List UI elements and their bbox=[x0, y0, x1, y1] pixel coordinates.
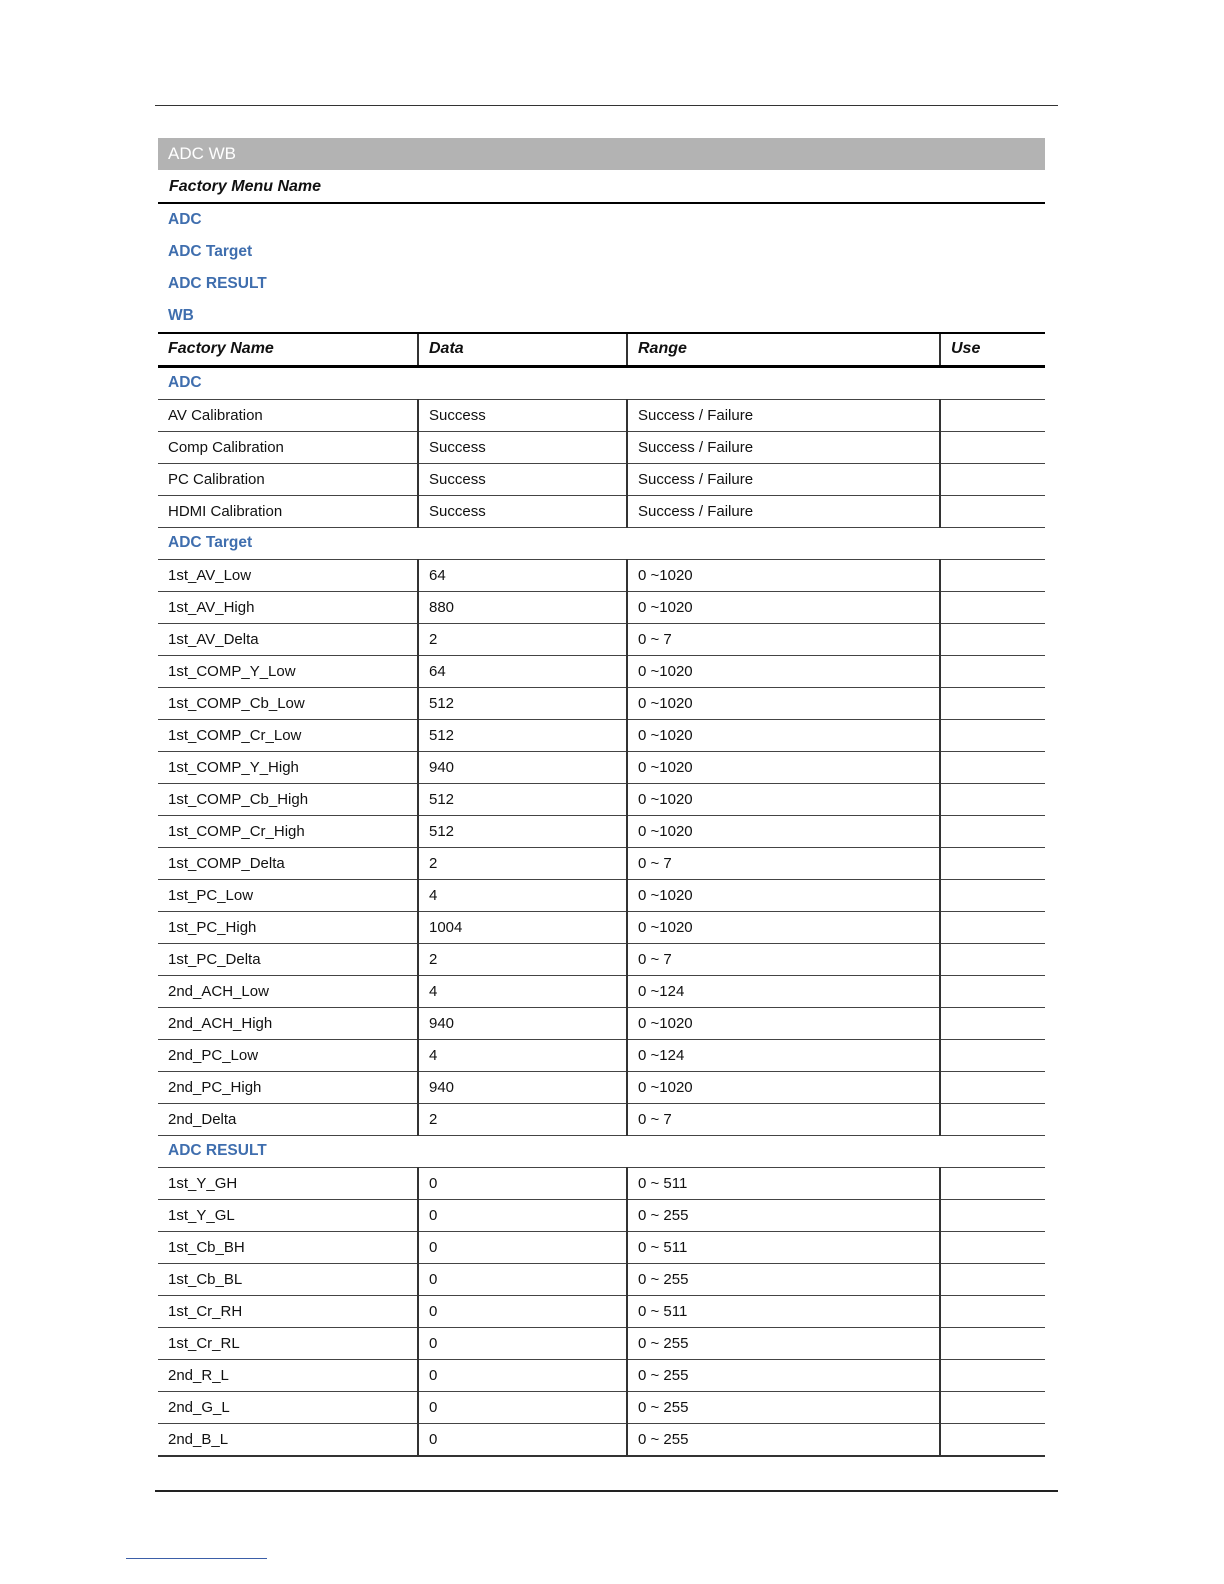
range-cell: 0 ~1020 bbox=[627, 591, 940, 623]
table-row bbox=[158, 559, 1045, 591]
data-cell: Success bbox=[418, 399, 627, 431]
range-cell: Success / Failure bbox=[627, 399, 940, 431]
menu-item-adc-target: ADC Target bbox=[168, 243, 253, 260]
factory-name-cell: 1st_Cb_BH bbox=[158, 1231, 418, 1263]
data-cell: 4 bbox=[418, 879, 627, 911]
table-row bbox=[158, 463, 1045, 495]
factory-name-cell: 2nd_PC_High bbox=[158, 1071, 418, 1103]
range-cell: 0 ~124 bbox=[627, 975, 940, 1007]
table-row bbox=[158, 1231, 1045, 1263]
table-body bbox=[158, 366, 1045, 1456]
column-header-factory-name: Factory Name bbox=[158, 333, 418, 366]
table-row bbox=[158, 495, 1045, 527]
data-cell: 880 bbox=[418, 591, 627, 623]
table-row bbox=[158, 1327, 1045, 1359]
use-cell bbox=[940, 559, 1045, 591]
page-title: ADC WB bbox=[158, 138, 1045, 170]
header-rule bbox=[155, 105, 1058, 106]
section-title: ADC RESULT bbox=[158, 1135, 1045, 1167]
data-cell: 0 bbox=[418, 1263, 627, 1295]
factory-name-cell: 1st_AV_Delta bbox=[158, 623, 418, 655]
use-cell bbox=[940, 719, 1045, 751]
range-cell: 0 ~1020 bbox=[627, 655, 940, 687]
column-header-range: Range bbox=[627, 333, 940, 366]
range-cell: Success / Failure bbox=[627, 463, 940, 495]
use-cell bbox=[940, 399, 1045, 431]
table-row bbox=[158, 399, 1045, 431]
range-cell: 0 ~1020 bbox=[627, 1071, 940, 1103]
factory-name-cell: 1st_PC_Low bbox=[158, 879, 418, 911]
range-cell: 0 ~ 255 bbox=[627, 1263, 940, 1295]
data-cell: 940 bbox=[418, 1071, 627, 1103]
factory-name-cell: 1st_COMP_Y_High bbox=[158, 751, 418, 783]
use-cell bbox=[940, 1295, 1045, 1327]
range-cell: 0 ~ 7 bbox=[627, 1103, 940, 1135]
data-cell: 1004 bbox=[418, 911, 627, 943]
factory-name-cell: AV Calibration bbox=[158, 399, 418, 431]
range-cell: 0 ~ 7 bbox=[627, 943, 940, 975]
column-header-data: Data bbox=[418, 333, 627, 366]
data-cell: Success bbox=[418, 495, 627, 527]
data-cell: 512 bbox=[418, 719, 627, 751]
data-cell: 2 bbox=[418, 1103, 627, 1135]
data-cell: 2 bbox=[418, 847, 627, 879]
table-row bbox=[158, 1039, 1045, 1071]
factory-name-cell: 1st_PC_High bbox=[158, 911, 418, 943]
table-row bbox=[158, 591, 1045, 623]
factory-name-cell: 1st_COMP_Cb_High bbox=[158, 783, 418, 815]
use-cell bbox=[940, 783, 1045, 815]
section-row bbox=[158, 527, 1045, 559]
factory-name-cell: 2nd_ACH_High bbox=[158, 1007, 418, 1039]
factory-name-cell: 2nd_PC_Low bbox=[158, 1039, 418, 1071]
data-cell: 0 bbox=[418, 1327, 627, 1359]
use-cell bbox=[940, 655, 1045, 687]
data-cell: 0 bbox=[418, 1199, 627, 1231]
table-row bbox=[158, 1103, 1045, 1135]
section-row bbox=[158, 1135, 1045, 1167]
use-cell bbox=[940, 591, 1045, 623]
use-cell bbox=[940, 815, 1045, 847]
use-cell bbox=[940, 911, 1045, 943]
factory-name-cell: 2nd_G_L bbox=[158, 1391, 418, 1423]
data-cell: 4 bbox=[418, 975, 627, 1007]
range-cell: 0 ~ 7 bbox=[627, 847, 940, 879]
data-cell: 2 bbox=[418, 943, 627, 975]
use-cell bbox=[940, 431, 1045, 463]
factory-name-cell: 1st_Y_GL bbox=[158, 1199, 418, 1231]
factory-name-cell: 1st_COMP_Y_Low bbox=[158, 655, 418, 687]
factory-name-cell: 1st_AV_Low bbox=[158, 559, 418, 591]
table-row bbox=[158, 1391, 1045, 1423]
range-cell: 0 ~1020 bbox=[627, 911, 940, 943]
table-row bbox=[158, 943, 1045, 975]
data-cell: 512 bbox=[418, 783, 627, 815]
use-cell bbox=[940, 1103, 1045, 1135]
data-cell: 0 bbox=[418, 1295, 627, 1327]
use-cell bbox=[940, 1327, 1045, 1359]
factory-name-cell: 1st_Y_GH bbox=[158, 1167, 418, 1199]
use-cell bbox=[940, 1263, 1045, 1295]
factory-name-cell: HDMI Calibration bbox=[158, 495, 418, 527]
data-cell: Success bbox=[418, 431, 627, 463]
factory-menu-header: Factory Menu Name bbox=[158, 170, 1045, 204]
data-cell: 0 bbox=[418, 1391, 627, 1423]
menu-item-adc: ADC bbox=[168, 211, 202, 228]
use-cell bbox=[940, 1071, 1045, 1103]
range-cell: 0 ~1020 bbox=[627, 815, 940, 847]
data-cell: 64 bbox=[418, 559, 627, 591]
factory-name-cell: 1st_PC_Delta bbox=[158, 943, 418, 975]
table-row bbox=[158, 1007, 1045, 1039]
section-title: ADC Target bbox=[158, 527, 1045, 559]
range-cell: 0 ~1020 bbox=[627, 559, 940, 591]
range-cell: 0 ~ 255 bbox=[627, 1199, 940, 1231]
factory-name-cell: 1st_COMP_Delta bbox=[158, 847, 418, 879]
table-row bbox=[158, 1199, 1045, 1231]
table-row bbox=[158, 623, 1045, 655]
data-cell: 0 bbox=[418, 1423, 627, 1456]
use-cell bbox=[940, 1231, 1045, 1263]
range-cell: 0 ~ 511 bbox=[627, 1167, 940, 1199]
factory-name-cell: 2nd_R_L bbox=[158, 1359, 418, 1391]
use-cell bbox=[940, 975, 1045, 1007]
range-cell: 0 ~ 255 bbox=[627, 1423, 940, 1456]
data-cell: 0 bbox=[418, 1231, 627, 1263]
use-cell bbox=[940, 943, 1045, 975]
data-cell: Success bbox=[418, 463, 627, 495]
factory-name-cell: 1st_Cb_BL bbox=[158, 1263, 418, 1295]
range-cell: Success / Failure bbox=[627, 431, 940, 463]
data-cell: 940 bbox=[418, 1007, 627, 1039]
data-cell: 512 bbox=[418, 815, 627, 847]
table-row bbox=[158, 687, 1045, 719]
table-row bbox=[158, 1071, 1045, 1103]
range-cell: 0 ~ 511 bbox=[627, 1231, 940, 1263]
factory-name-cell: 1st_COMP_Cb_Low bbox=[158, 687, 418, 719]
factory-name-cell: 2nd_B_L bbox=[158, 1423, 418, 1456]
table-row bbox=[158, 719, 1045, 751]
data-cell: 940 bbox=[418, 751, 627, 783]
factory-name-cell: 1st_Cr_RH bbox=[158, 1295, 418, 1327]
factory-name-cell: Comp Calibration bbox=[158, 431, 418, 463]
data-cell: 64 bbox=[418, 655, 627, 687]
column-header-use: Use bbox=[940, 333, 1045, 366]
factory-name-cell: 1st_AV_High bbox=[158, 591, 418, 623]
range-cell: Success / Failure bbox=[627, 495, 940, 527]
use-cell bbox=[940, 1391, 1045, 1423]
data-cell: 0 bbox=[418, 1167, 627, 1199]
factory-name-cell: 1st_Cr_RL bbox=[158, 1327, 418, 1359]
range-cell: 0 ~ 255 bbox=[627, 1391, 940, 1423]
table-row bbox=[158, 1359, 1045, 1391]
table-row bbox=[158, 815, 1045, 847]
range-cell: 0 ~ 511 bbox=[627, 1295, 940, 1327]
use-cell bbox=[940, 1359, 1045, 1391]
table-row bbox=[158, 655, 1045, 687]
range-cell: 0 ~1020 bbox=[627, 719, 940, 751]
use-cell bbox=[940, 1007, 1045, 1039]
range-cell: 0 ~1020 bbox=[627, 783, 940, 815]
footer-rule bbox=[155, 1490, 1058, 1492]
use-cell bbox=[940, 1039, 1045, 1071]
menu-item-wb: WB bbox=[168, 307, 194, 324]
table-row bbox=[158, 431, 1045, 463]
use-cell bbox=[940, 879, 1045, 911]
use-cell bbox=[940, 1167, 1045, 1199]
footer-link-underline bbox=[126, 1558, 267, 1559]
table-row bbox=[158, 751, 1045, 783]
factory-parameters-table bbox=[158, 332, 1045, 1457]
table-row bbox=[158, 1423, 1045, 1456]
range-cell: 0 ~124 bbox=[627, 1039, 940, 1071]
table-row bbox=[158, 975, 1045, 1007]
range-cell: 0 ~ 255 bbox=[627, 1359, 940, 1391]
table-row bbox=[158, 1263, 1045, 1295]
use-cell bbox=[940, 847, 1045, 879]
factory-name-cell: 2nd_ACH_Low bbox=[158, 975, 418, 1007]
factory-name-cell: 1st_COMP_Cr_High bbox=[158, 815, 418, 847]
table-header-row bbox=[158, 333, 1045, 366]
range-cell: 0 ~1020 bbox=[627, 687, 940, 719]
use-cell bbox=[940, 687, 1045, 719]
range-cell: 0 ~ 7 bbox=[627, 623, 940, 655]
menu-item-adc-result: ADC RESULT bbox=[168, 275, 267, 292]
section-row bbox=[158, 366, 1045, 399]
range-cell: 0 ~ 255 bbox=[627, 1327, 940, 1359]
table-row bbox=[158, 783, 1045, 815]
factory-name-cell: PC Calibration bbox=[158, 463, 418, 495]
table-row bbox=[158, 911, 1045, 943]
data-cell: 2 bbox=[418, 623, 627, 655]
table-row bbox=[158, 847, 1045, 879]
factory-name-cell: 1st_COMP_Cr_Low bbox=[158, 719, 418, 751]
table-row bbox=[158, 1167, 1045, 1199]
table-row bbox=[158, 1295, 1045, 1327]
document-body bbox=[158, 138, 1045, 1457]
data-cell: 512 bbox=[418, 687, 627, 719]
section-title: ADC bbox=[158, 366, 1045, 399]
use-cell bbox=[940, 495, 1045, 527]
range-cell: 0 ~1020 bbox=[627, 879, 940, 911]
data-cell: 0 bbox=[418, 1359, 627, 1391]
use-cell bbox=[940, 751, 1045, 783]
use-cell bbox=[940, 1423, 1045, 1456]
range-cell: 0 ~1020 bbox=[627, 1007, 940, 1039]
factory-name-cell: 2nd_Delta bbox=[158, 1103, 418, 1135]
use-cell bbox=[940, 463, 1045, 495]
table-row bbox=[158, 879, 1045, 911]
use-cell bbox=[940, 623, 1045, 655]
data-cell: 4 bbox=[418, 1039, 627, 1071]
range-cell: 0 ~1020 bbox=[627, 751, 940, 783]
use-cell bbox=[940, 1199, 1045, 1231]
